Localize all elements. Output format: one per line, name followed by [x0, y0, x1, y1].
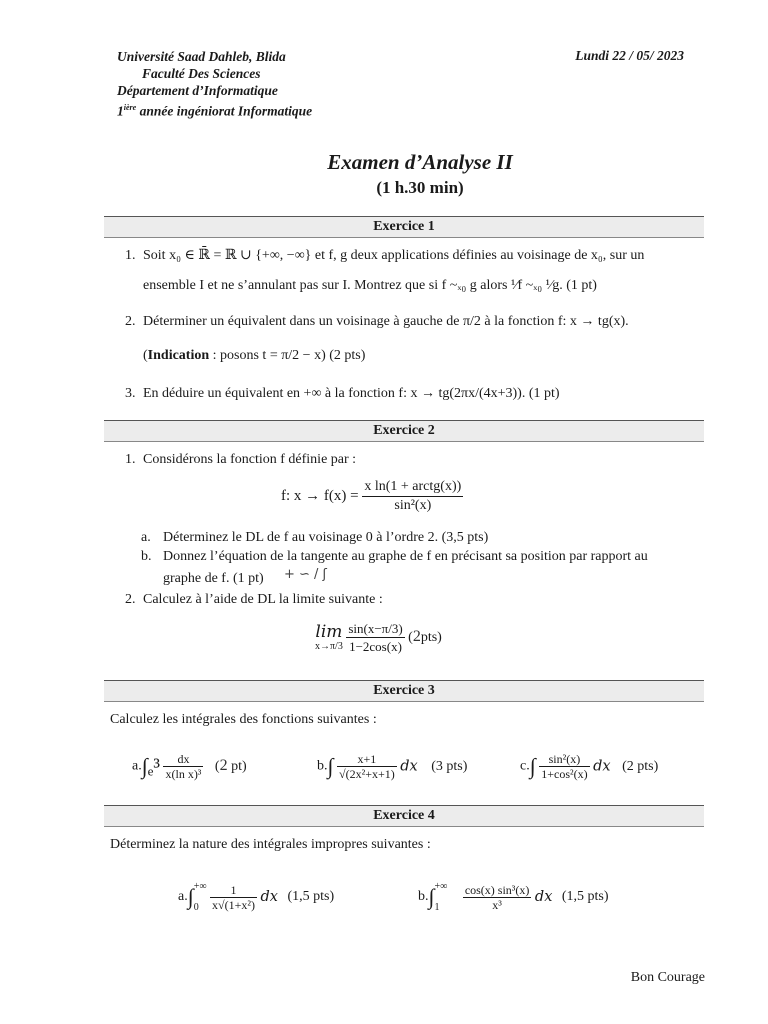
ex2-q1-num: 1. [125, 452, 136, 467]
exam-title: Examen d’Analyse II [327, 150, 513, 174]
ex4-intro: Déterminez la nature des intégrales impropres suivantes : [110, 837, 431, 852]
ex2-limit: lim x→π/3 $\frac{\sin(x-\pi/3)}{1-2\cos(x)}$ (2pts) [315, 621, 442, 654]
ex4-integral-a: a.∫ +∞ 0 $\frac{1}{\text{x√(1+x²)}}$ dx (1,5 pts) [178, 881, 335, 913]
ex2-q2-text: Calculez à l’aide de DL la limite suivante : [143, 592, 383, 607]
exercise-3-heading: Exercice 3 [104, 680, 704, 702]
department-name: Département d’Informatique [117, 83, 278, 98]
ex1-q3-line1: En déduire un équivalent en +∞ à la fonction f: x → tg(2πx/(4x+3)). (1 pt) [143, 386, 560, 401]
ex2-b-text1: Donnez l’équation de la tangente au graphe de f en précisant sa position par rapport au [163, 549, 648, 564]
ex2-q1-intro: Considérons la fonction f définie par : [143, 452, 357, 467]
university-name: Université Saad Dahleb, Blida [117, 49, 286, 64]
ex3-integral-b: b.∫ $\frac{x+1}{\text{√(2x²+x+1)}}$ dx (3 pts) [317, 752, 468, 781]
ex2-b-label: b. [141, 549, 152, 564]
ex3-integral-c: c.∫ $\frac{\text{sin²(x)}}{\text{1+cos²(x)}}$ dx (2 pts) [520, 752, 659, 781]
ex2-b-text2: graphe de f. (1 pt) [163, 571, 264, 586]
exam-duration: (1 h.30 min) [376, 178, 464, 197]
ex1-q2-num: 2. [125, 314, 136, 329]
handwritten-note: + ∽ / ʃ [284, 567, 327, 582]
ex2-function-def: f: x → f(x) = $\frac{\text{x ln(1 + arctg(x))}}{\text{sin²(x)}}$ [281, 479, 462, 513]
ex3-intro: Calculez les intégrales des fonctions suivantes : [110, 712, 377, 727]
year-line: $1^{ière}$ année ingéniorat Informatique [117, 103, 313, 119]
ex3-integral-a: a.∫ₑ³ $\frac{dx}{\text{x(ln x)³}}$ (2 pt) [132, 752, 247, 781]
exercise-2-heading: Exercice 2 [104, 420, 704, 442]
ex1-q2-line1: Déterminer un équivalent dans un voisinage à gauche de π/2 à la fonction f: x → tg(x). [143, 314, 629, 329]
ex2-a-label: a. [141, 530, 151, 545]
closing-note: Bon Courage [630, 970, 705, 985]
ex1-q1-line1: Soit x₀ ∈ ℝ̄ = ℝ ∪ {+∞, −∞} et f, g deux applications définies au voisinage de x₀, sur un [143, 248, 645, 263]
exercise-1-heading: Exercice 1 [104, 216, 704, 238]
ex1-q2-indication: (Indication : posons t = π/2 − x) (2 pts) [143, 348, 366, 363]
exam-date: Lundi 22 / 05/ 2023 [575, 48, 684, 63]
ex2-a-text: Déterminez le DL de f au voisinage 0 à l’ordre 2. (3,5 pts) [163, 530, 489, 545]
ex4-integral-b: b.∫ +∞ 1 $\frac{\text{cos(x) sin³(x)}}{\text{x³}}$ dx (1,5 pts) [418, 881, 609, 913]
ex2-q2-num: 2. [125, 592, 136, 607]
ex1-q3-num: 3. [125, 386, 136, 401]
ex1-q1-line2: ensemble I et ne s’annulant pas sur I. Montrez que si f ~ₓ₀ g alors ¹⁄f ~ₓ₀ ¹⁄g. (1 pt) [143, 278, 597, 293]
institution-block [117, 48, 312, 120]
faculty-name: Faculté Des Sciences [142, 66, 261, 81]
ex1-q1-num: 1. [125, 248, 136, 263]
exercise-4-heading: Exercice 4 [104, 805, 704, 827]
